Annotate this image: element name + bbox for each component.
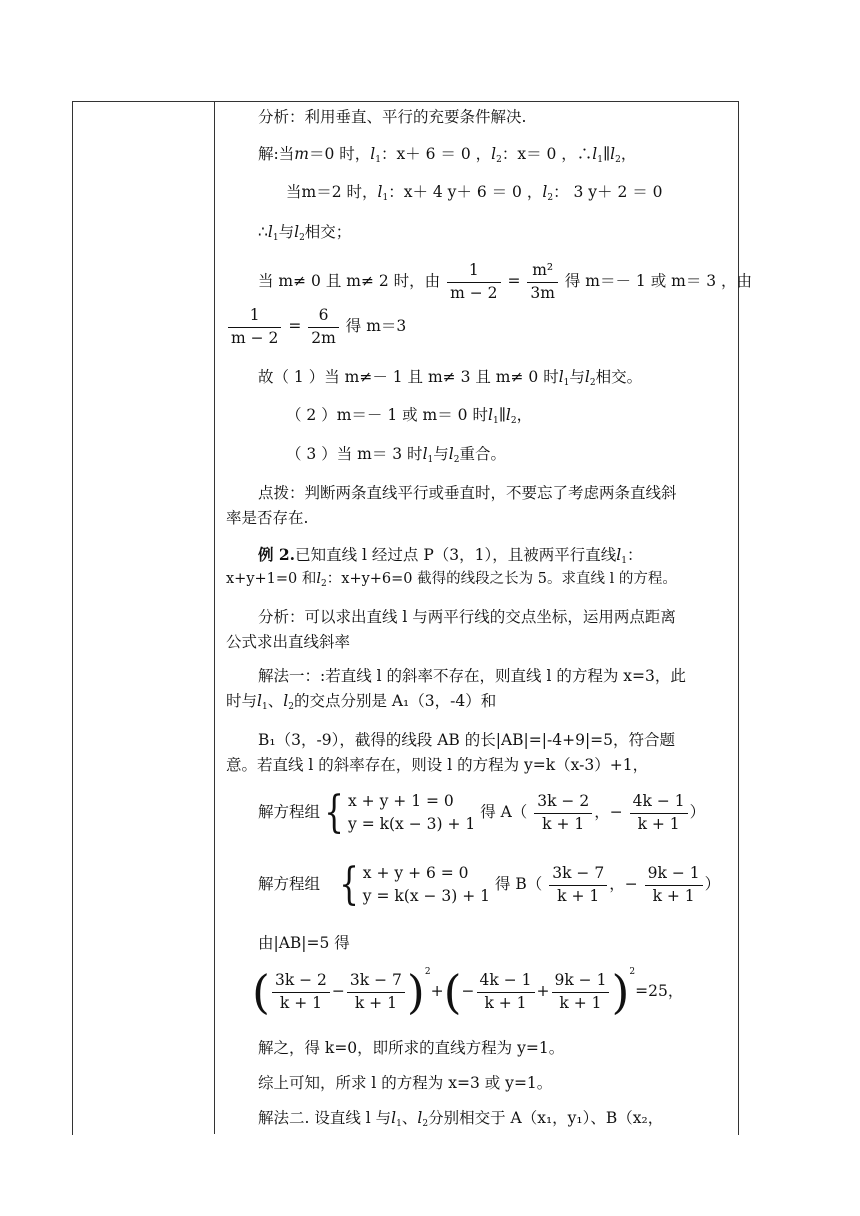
- method-1-line-3: B₁（3，-9），截得的线段 AB 的长|AB|=|-4+9|=5，符合题: [258, 731, 676, 749]
- system-a: 解方程组{ x + y + 1 = 0 y = k(x − 3) + 1 得 A（ $\frac{3k - 2}{k + 1}$ ，− $\frac{4k - 1}{k + 1}$ ）: [258, 787, 706, 838]
- system-b: 解方程组 { x + y + 6 = 0 y = k(x − 3) + 1 得 B（ $\frac{3k - 7}{k + 1}$ ，− $\frac{9k - 1}{k + 1}$ ）: [258, 859, 721, 910]
- solution-line-3: $\therefore l_1$与$l_2$相交；: [258, 223, 352, 243]
- method-1-line-1: 解法一：:若直线 l 的斜率不存在，则直线 l 的方程为 x=3，此: [258, 667, 686, 685]
- solution-line-1: 解:当m＝0 时，$l_1$：x＋ 6 ＝ 0 ，$l_2$：x＝ 0 ，$\therefore l_1\parallel l_2$，: [258, 145, 637, 165]
- method-1-line-2: 时与$l_1$、$l_2$的交点分别是 A₁（3，-4）和: [226, 692, 497, 712]
- solve-k: 解之，得 k=0，即所求的直线方程为 y=1。: [258, 1039, 565, 1057]
- method-1-line-4: 意。若直线 l 的斜率存在，则设 l 的方程为 y=k（x-3）+1，: [226, 756, 649, 774]
- solution-line-2: 当m＝2 时，$l_1$：x＋ 4 y＋ 6 ＝ 0 ，$l_2$： 3 y＋ 2 ＝ 0: [286, 183, 663, 203]
- distance-equation: ( $\frac{3k - 2}{k + 1}$ − $\frac{3k - 7}{k + 1}$ )$^2$+(− $\frac{4k - 1}{k + 1}$ + $\frac{9k - 1}{k + 1}$ )$^2$=25，: [252, 965, 684, 1019]
- example-2-line-2: x+y+1=0 和$l_2$：x+y+6=0 截得的线段之长为 5。求直线 l 的方程。: [226, 571, 677, 589]
- conclusion-3: （ 3 ）当 m＝ 3 时$l_1$与$l_2$重合。: [286, 445, 506, 465]
- solution-line-5: $\frac{1}{m - 2}$ = $\frac{6}{2m}$ 得 m＝3: [226, 308, 406, 346]
- example-2-line-1: 例 2.已知直线 l 经过点 P（3，1），且被两平行直线$l_1$：: [258, 545, 643, 566]
- summary: 综上可知，所求 l 的方程为 x=3 或 y=1。: [258, 1074, 553, 1092]
- analysis-1: 分析：利用垂直、平行的充要条件解决.: [258, 108, 527, 126]
- method-2-line-1: 解法二. 设直线 l 与$l_1$、$l_2$分别相交于 A（x₁，y₁）、B（x₂，: [258, 1109, 664, 1129]
- ab-condition: 由|AB|=5 得: [258, 934, 350, 952]
- tip-line-1: 点拨：判断两条直线平行或垂直时，不要忘了考虑两条直线斜: [258, 484, 677, 502]
- table-column-divider: [214, 101, 215, 1134]
- tip-line-2: 率是否存在.: [226, 509, 309, 527]
- analysis-2-line-1: 分析：可以求出直线 l 与两平行线的交点坐标，运用两点距离: [258, 608, 676, 626]
- conclusion-2: （ 2 ）m＝－ 1 或 m＝ 0 时$l_1\parallel l_2$，: [286, 406, 533, 426]
- solution-line-4: 当 m≠ 0 且 m≠ 2 时，由 $\frac{1}{m - 2}$ = $\frac{\text{m²}}{3m}$ 得 m＝－ 1 或 m＝ 3 ，由: [258, 261, 753, 302]
- conclusion-1: 故（ 1 ）当 m≠－ 1 且 m≠ 3 且 m≠ 0 时$l_1$与$l_2$相交。: [258, 368, 643, 388]
- analysis-2-line-2: 公式求出直线斜率: [226, 633, 351, 651]
